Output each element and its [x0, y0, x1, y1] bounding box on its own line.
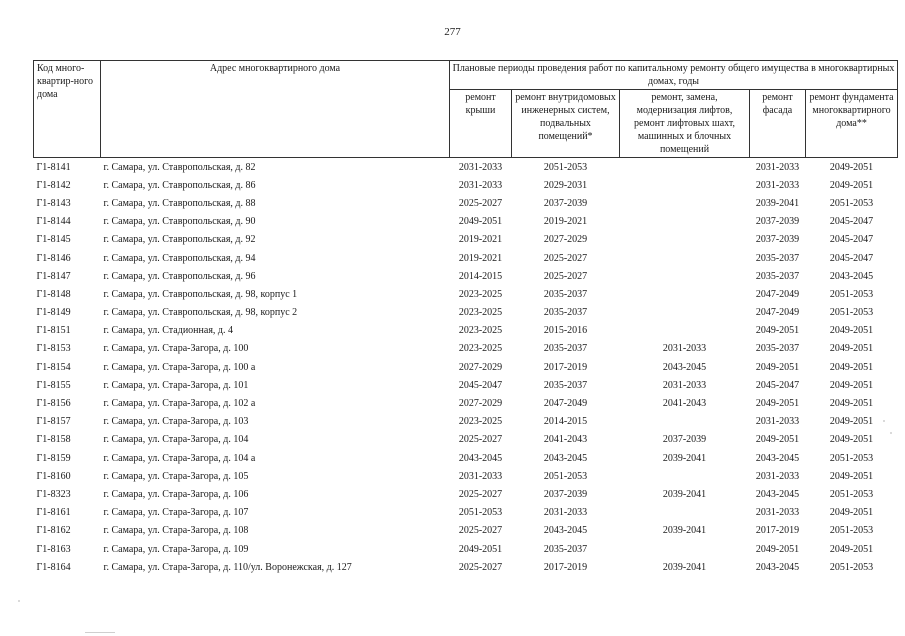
- cell-facade: 2049-2051: [755, 361, 800, 373]
- cell-foundation: 2051-2053: [829, 197, 874, 209]
- cell-roof: 2031-2033: [458, 179, 503, 191]
- cell-address: г. Самара, ул. Стадионная, д. 4: [103, 325, 234, 337]
- cell-elevators: [620, 322, 750, 340]
- cell-foundation: 2049-2051: [829, 343, 874, 355]
- cell-elevators: [620, 304, 750, 322]
- header-code: Код много-квартир-ного дома: [34, 61, 101, 158]
- cell-facade: 2047-2049: [755, 288, 800, 300]
- cell-foundation: 2051-2053: [829, 525, 874, 537]
- cell-code: Г1-8143: [36, 197, 71, 209]
- cell-code: Г1-8164: [36, 561, 71, 573]
- header-internal-systems: ремонт внутридомовых инженерных систем, подвальных помещений*: [512, 90, 620, 158]
- cell-facade: 2039-2041: [755, 197, 800, 209]
- cell-roof: 2045-2047: [458, 379, 503, 391]
- cell-elevators: 2031-2033: [662, 379, 707, 391]
- cell-roof: 2043-2045: [458, 452, 503, 464]
- table-row: [34, 504, 898, 522]
- cell-elevators: 2031-2033: [662, 343, 707, 355]
- cell-elevators: [620, 158, 750, 177]
- cell-internal-systems: 2015-2016: [543, 325, 588, 337]
- cell-roof: 2049-2051: [458, 216, 503, 228]
- cell-roof: 2025-2027: [458, 488, 503, 500]
- cell-facade: 2017-2019: [755, 525, 800, 537]
- cell-address: г. Самара, ул. Ставропольская, д. 94: [103, 252, 256, 264]
- cell-elevators: [620, 194, 750, 212]
- cell-address: г. Самара, ул. Ставропольская, д. 88: [103, 197, 256, 209]
- cell-code: Г1-8158: [36, 434, 71, 446]
- cell-internal-systems: 2025-2027: [543, 270, 588, 282]
- cell-facade: 2035-2037: [755, 343, 800, 355]
- cell-foundation: 2051-2053: [829, 561, 874, 573]
- cell-facade: 2031-2033: [755, 179, 800, 191]
- cell-code: Г1-8155: [36, 379, 71, 391]
- table-row: [34, 176, 898, 194]
- table-row: [34, 267, 898, 285]
- table-row: [34, 322, 898, 340]
- header-facade: ремонт фасада: [750, 90, 806, 158]
- cell-foundation: 2051-2053: [829, 488, 874, 500]
- cell-foundation: 2049-2051: [829, 179, 874, 191]
- cell-roof: 2031-2033: [458, 470, 503, 482]
- page-number: 277: [444, 26, 461, 38]
- cell-elevators: 2037-2039: [662, 434, 707, 446]
- cell-internal-systems: 2035-2037: [543, 307, 588, 319]
- cell-internal-systems: 2035-2037: [543, 543, 588, 555]
- cell-code: Г1-8144: [36, 216, 71, 228]
- table-row: [34, 431, 898, 449]
- cell-foundation: 2049-2051: [829, 470, 874, 482]
- cell-code: Г1-8142: [36, 179, 71, 191]
- cell-address: г. Самара, ул. Ставропольская, д. 98, корпус 1: [103, 288, 298, 300]
- cell-elevators: [620, 249, 750, 267]
- cell-code: Г1-8145: [36, 234, 71, 246]
- cell-address: г. Самара, ул. Стара-Загора, д. 104 а: [103, 452, 256, 464]
- cell-roof: 2049-2051: [458, 543, 503, 555]
- scan-speck: [883, 420, 885, 422]
- cell-foundation: 2049-2051: [829, 379, 874, 391]
- cell-facade: 2031-2033: [755, 470, 800, 482]
- cell-elevators: 2039-2041: [662, 561, 707, 573]
- cell-roof: 2027-2029: [458, 361, 503, 373]
- cell-address: г. Самара, ул. Ставропольская, д. 86: [103, 179, 256, 191]
- cell-internal-systems: 2037-2039: [543, 197, 588, 209]
- header-roof: ремонт крыши: [450, 90, 512, 158]
- cell-elevators: 2039-2041: [662, 525, 707, 537]
- table-row: [34, 449, 898, 467]
- cell-facade: 2045-2047: [755, 379, 800, 391]
- cell-roof: 2023-2025: [458, 325, 503, 337]
- cell-facade: 2049-2051: [755, 434, 800, 446]
- table-row: [34, 340, 898, 358]
- cell-roof: 2025-2027: [458, 525, 503, 537]
- header-elevators: ремонт, замена, модернизация лифтов, ремонт лифтовых шахт, машинных и блочных помещений: [620, 90, 750, 158]
- table-row: [34, 540, 898, 558]
- table-body: [34, 158, 898, 577]
- cell-roof: 2023-2025: [458, 288, 503, 300]
- cell-code: Г1-8149: [36, 307, 71, 319]
- table-row: [34, 394, 898, 412]
- cell-foundation: 2045-2047: [829, 252, 874, 264]
- scan-speck: [85, 632, 115, 633]
- cell-address: г. Самара, ул. Стара-Загора, д. 108: [103, 525, 249, 537]
- cell-roof: 2019-2021: [458, 234, 503, 246]
- cell-internal-systems: 2035-2037: [543, 343, 588, 355]
- table-row: [34, 285, 898, 303]
- cell-code: Г1-8163: [36, 543, 71, 555]
- table-row: [34, 413, 898, 431]
- cell-elevators: [620, 467, 750, 485]
- cell-foundation: 2049-2051: [829, 416, 874, 428]
- cell-elevators: [620, 285, 750, 303]
- header-periods-group: Плановые периоды проведения работ по капитальному ремонту общего имущества в многоквартирных домах, годы: [450, 61, 898, 90]
- cell-address: г. Самара, ул. Ставропольская, д. 98, корпус 2: [103, 307, 298, 319]
- cell-facade: 2047-2049: [755, 307, 800, 319]
- scan-speck: [18, 600, 20, 602]
- cell-code: Г1-8151: [36, 325, 71, 337]
- cell-foundation: 2045-2047: [829, 216, 874, 228]
- cell-address: г. Самара, ул. Стара-Загора, д. 105: [103, 470, 249, 482]
- cell-address: г. Самара, ул. Стара-Загора, д. 102 а: [103, 398, 256, 410]
- cell-facade: 2031-2033: [755, 507, 800, 519]
- cell-foundation: 2051-2053: [829, 288, 874, 300]
- table-row: [34, 231, 898, 249]
- cell-elevators: [620, 504, 750, 522]
- cell-foundation: 2049-2051: [829, 325, 874, 337]
- table-row: [34, 304, 898, 322]
- cell-internal-systems: 2043-2045: [543, 452, 588, 464]
- cell-foundation: 2049-2051: [829, 361, 874, 373]
- cell-facade: 2049-2051: [755, 543, 800, 555]
- cell-address: г. Самара, ул. Стара-Загора, д. 101: [103, 379, 249, 391]
- cell-internal-systems: 2031-2033: [543, 507, 588, 519]
- scan-speck: [890, 432, 892, 434]
- table-row: [34, 485, 898, 503]
- cell-address: г. Самара, ул. Стара-Загора, д. 103: [103, 416, 249, 428]
- table-header: [34, 61, 898, 158]
- cell-code: Г1-8156: [36, 398, 71, 410]
- cell-code: Г1-8157: [36, 416, 71, 428]
- cell-internal-systems: 2029-2031: [543, 179, 588, 191]
- cell-code: Г1-8160: [36, 470, 71, 482]
- cell-roof: 2031-2033: [458, 161, 503, 173]
- cell-foundation: 2045-2047: [829, 234, 874, 246]
- cell-code: Г1-8323: [36, 488, 71, 500]
- cell-roof: 2023-2025: [458, 307, 503, 319]
- header-address: Адрес многоквартирного дома: [101, 61, 450, 158]
- cell-internal-systems: 2014-2015: [543, 416, 588, 428]
- table-row: [34, 158, 898, 177]
- cell-code: Г1-8153: [36, 343, 71, 355]
- cell-address: г. Самара, ул. Стара-Загора, д. 109: [103, 543, 249, 555]
- cell-facade: 2031-2033: [755, 416, 800, 428]
- cell-address: г. Самара, ул. Ставропольская, д. 92: [103, 234, 256, 246]
- cell-internal-systems: 2019-2021: [543, 216, 588, 228]
- cell-internal-systems: 2035-2037: [543, 379, 588, 391]
- cell-roof: 2027-2029: [458, 398, 503, 410]
- cell-elevators: [620, 413, 750, 431]
- cell-roof: 2014-2015: [458, 270, 503, 282]
- cell-internal-systems: 2051-2053: [543, 470, 588, 482]
- cell-facade: 2037-2039: [755, 216, 800, 228]
- cell-internal-systems: 2017-2019: [543, 561, 588, 573]
- cell-foundation: 2049-2051: [829, 398, 874, 410]
- cell-code: Г1-8147: [36, 270, 71, 282]
- cell-address: г. Самара, ул. Стара-Загора, д. 107: [103, 507, 249, 519]
- cell-elevators: [620, 231, 750, 249]
- cell-facade: 2049-2051: [755, 398, 800, 410]
- cell-address: г. Самара, ул. Стара-Загора, д. 110/ул. Воронежская, д. 127: [103, 561, 352, 573]
- cell-address: г. Самара, ул. Стара-Загора, д. 100: [103, 343, 249, 355]
- header-foundation: ремонт фундамента многоквартирного дома**: [806, 90, 898, 158]
- table-row: [34, 467, 898, 485]
- cell-facade: 2043-2045: [755, 488, 800, 500]
- cell-foundation: 2043-2045: [829, 270, 874, 282]
- cell-roof: 2051-2053: [458, 507, 503, 519]
- cell-elevators: [620, 540, 750, 558]
- cell-internal-systems: 2025-2027: [543, 252, 588, 264]
- cell-code: Г1-8146: [36, 252, 71, 264]
- cell-foundation: 2051-2053: [829, 307, 874, 319]
- table-row: [34, 376, 898, 394]
- cell-foundation: 2049-2051: [829, 434, 874, 446]
- cell-address: г. Самара, ул. Стара-Загора, д. 104: [103, 434, 249, 446]
- cell-facade: 2031-2033: [755, 161, 800, 173]
- cell-roof: 2023-2025: [458, 343, 503, 355]
- table-row: [34, 358, 898, 376]
- cell-facade: 2037-2039: [755, 234, 800, 246]
- cell-elevators: 2039-2041: [662, 488, 707, 500]
- cell-internal-systems: 2041-2043: [543, 434, 588, 446]
- cell-roof: 2025-2027: [458, 561, 503, 573]
- cell-facade: 2043-2045: [755, 561, 800, 573]
- cell-roof: 2023-2025: [458, 416, 503, 428]
- table-row: [34, 194, 898, 212]
- cell-elevators: [620, 176, 750, 194]
- cell-elevators: [620, 267, 750, 285]
- cell-code: Г1-8141: [36, 161, 71, 173]
- cell-elevators: 2039-2041: [662, 452, 707, 464]
- table-row: [34, 249, 898, 267]
- cell-internal-systems: 2047-2049: [543, 398, 588, 410]
- cell-foundation: 2049-2051: [829, 161, 874, 173]
- cell-elevators: 2041-2043: [662, 398, 707, 410]
- cell-roof: 2025-2027: [458, 197, 503, 209]
- cell-foundation: 2049-2051: [829, 543, 874, 555]
- cell-internal-systems: 2043-2045: [543, 525, 588, 537]
- cell-code: Г1-8162: [36, 525, 71, 537]
- cell-facade: 2049-2051: [755, 325, 800, 337]
- cell-address: г. Самара, ул. Стара-Загора, д. 100 а: [103, 361, 256, 373]
- table-row: [34, 558, 898, 576]
- cell-address: г. Самара, ул. Ставропольская, д. 82: [103, 161, 256, 173]
- cell-facade: 2035-2037: [755, 252, 800, 264]
- cell-internal-systems: 2035-2037: [543, 288, 588, 300]
- cell-address: г. Самара, ул. Ставропольская, д. 90: [103, 216, 256, 228]
- cell-code: Г1-8154: [36, 361, 71, 373]
- cell-internal-systems: 2017-2019: [543, 361, 588, 373]
- cell-address: г. Самара, ул. Ставропольская, д. 96: [103, 270, 256, 282]
- cell-internal-systems: 2051-2053: [543, 161, 588, 173]
- cell-facade: 2043-2045: [755, 452, 800, 464]
- cell-code: Г1-8148: [36, 288, 71, 300]
- table-row: [34, 213, 898, 231]
- cell-roof: 2025-2027: [458, 434, 503, 446]
- cell-foundation: 2049-2051: [829, 507, 874, 519]
- cell-facade: 2035-2037: [755, 270, 800, 282]
- cell-elevators: [620, 213, 750, 231]
- table-row: [34, 522, 898, 540]
- cell-foundation: 2051-2053: [829, 452, 874, 464]
- cell-roof: 2019-2021: [458, 252, 503, 264]
- cell-code: Г1-8161: [36, 507, 71, 519]
- repair-schedule-table: [33, 60, 898, 576]
- cell-internal-systems: 2027-2029: [543, 234, 588, 246]
- cell-internal-systems: 2037-2039: [543, 488, 588, 500]
- cell-address: г. Самара, ул. Стара-Загора, д. 106: [103, 488, 249, 500]
- cell-code: Г1-8159: [36, 452, 71, 464]
- cell-elevators: 2043-2045: [662, 361, 707, 373]
